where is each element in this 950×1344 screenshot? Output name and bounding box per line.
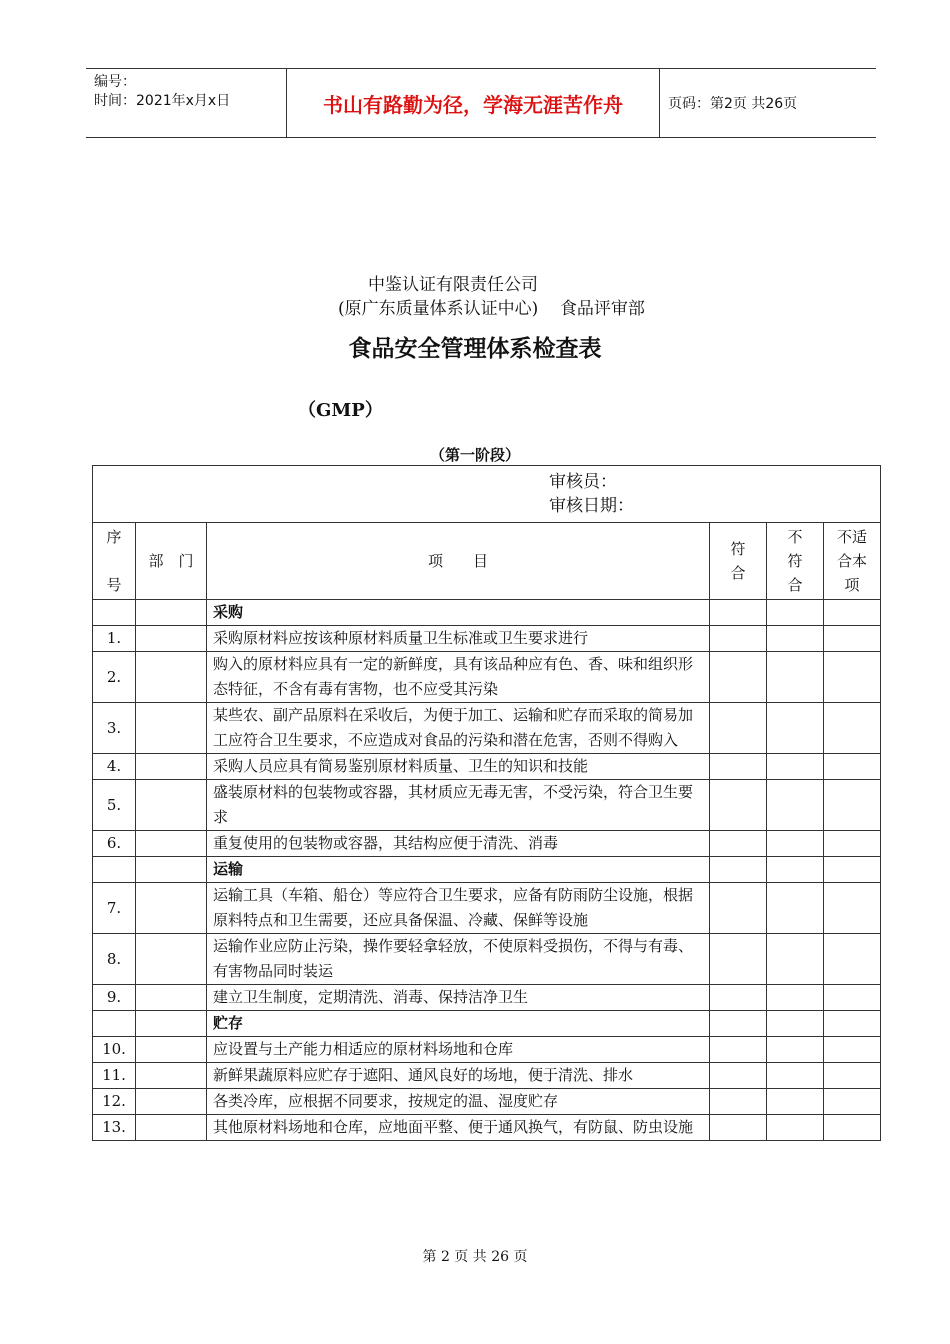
row-item-text: 某些农、副产品原料在采收后，为便于加工、运输和贮存而采取的简易加工应符合卫生要求，不应造成对食品的污染和潜在危害，否则不得购入 (207, 703, 710, 754)
header-row (93, 523, 881, 600)
row-department (136, 780, 207, 831)
company-subtitle: (原广东质量体系认证中心) 食品评审部 (338, 299, 645, 319)
row-department (136, 626, 207, 652)
comply-cell (710, 883, 767, 934)
noncomply-cell (767, 626, 824, 652)
col-header-na: 不适 合本 项 (824, 523, 881, 600)
noncomply-cell (767, 1115, 824, 1141)
row-department (136, 883, 207, 934)
row-department (136, 703, 207, 754)
row-item-text: 采购人员应具有简易鉴别原材料质量、卫生的知识和技能 (207, 754, 710, 780)
table-row (93, 831, 881, 857)
comply-cell (710, 1089, 767, 1115)
row-item-text: 各类冷库，应根据不同要求，按规定的温、湿度贮存 (207, 1089, 710, 1115)
table-row (93, 1037, 881, 1063)
row-number: 6. (93, 831, 136, 857)
comply-cell (710, 934, 767, 985)
noncomply-cell (767, 857, 824, 883)
audit-date-label: 审核日期： (549, 496, 634, 516)
row-number: 9. (93, 985, 136, 1011)
comply-cell (710, 857, 767, 883)
auditor-label: 审核员： (549, 472, 617, 492)
na-cell (824, 600, 881, 626)
row-item-text: 盛装原材料的包装物或容器，其材质应无毒无害，不受污染，符合卫生要求 (207, 780, 710, 831)
na-cell (824, 1011, 881, 1037)
noncomply-cell (767, 883, 824, 934)
col-header-noncomply: 不 符 合 (767, 523, 824, 600)
col-header-dept: 部 门 (136, 523, 207, 600)
section-title: 贮存 (207, 1011, 710, 1037)
row-item-text: 运输作业应防止污染，操作要轻拿轻放，不使原料受损伤，不得与有毒、有害物品同时装运 (207, 934, 710, 985)
na-cell (824, 754, 881, 780)
na-cell (824, 780, 881, 831)
checklist-table (92, 465, 881, 1141)
row-item-text: 采购原材料应按该种原材料质量卫生标准或卫生要求进行 (207, 626, 710, 652)
auditor-row (93, 466, 881, 523)
na-cell (824, 1115, 881, 1141)
table-row (93, 1063, 881, 1089)
na-cell (824, 1089, 881, 1115)
row-number (93, 1011, 136, 1037)
comply-cell (710, 652, 767, 703)
na-cell (824, 626, 881, 652)
header-motto: 书山有路勤为径，学海无涯苦作舟 (286, 69, 660, 137)
time-label: 时间：2021年x月x日 (94, 93, 231, 109)
comply-cell (710, 1011, 767, 1037)
row-number: 13. (93, 1115, 136, 1141)
noncomply-cell (767, 1089, 824, 1115)
row-number: 4. (93, 754, 136, 780)
section-row (93, 857, 881, 883)
row-department (136, 652, 207, 703)
stage-label: （第一阶段） (429, 446, 520, 464)
col-header-item: 项 目 (207, 523, 710, 600)
col-header-no: 序 号 (93, 523, 136, 600)
comply-cell (710, 985, 767, 1011)
row-item-text: 购入的原材料应具有一定的新鲜度，具有该品种应有色、香、味和组织形态特征，不含有毒有害物，也不应受其污染 (207, 652, 710, 703)
row-department (136, 1063, 207, 1089)
na-cell (824, 857, 881, 883)
na-cell (824, 1037, 881, 1063)
row-number (93, 857, 136, 883)
table-row (93, 754, 881, 780)
noncomply-cell (767, 1037, 824, 1063)
table-row (93, 934, 881, 985)
page-header (86, 68, 876, 138)
row-department (136, 934, 207, 985)
row-number: 8. (93, 934, 136, 985)
table-row (93, 883, 881, 934)
noncomply-cell (767, 831, 824, 857)
comply-cell (710, 703, 767, 754)
na-cell (824, 985, 881, 1011)
comply-cell (710, 600, 767, 626)
row-item-text: 运输工具（车箱、船仓）等应符合卫生要求，应备有防雨防尘设施，根据原料特点和卫生需要，还应具备保温、冷藏、保鲜等设施 (207, 883, 710, 934)
row-number: 5. (93, 780, 136, 831)
na-cell (824, 1063, 881, 1089)
noncomply-cell (767, 985, 824, 1011)
row-number: 12. (93, 1089, 136, 1115)
col-header-comply: 符 合 (710, 523, 767, 600)
row-department (136, 1011, 207, 1037)
noncomply-cell (767, 934, 824, 985)
company-name: 中鉴认证有限责任公司 (368, 275, 538, 295)
row-department (136, 857, 207, 883)
comply-cell (710, 754, 767, 780)
noncomply-cell (767, 652, 824, 703)
noncomply-cell (767, 1063, 824, 1089)
row-department (136, 1115, 207, 1141)
row-item-text: 新鲜果蔬原料应贮存于遮阳、通风良好的场地，便于清洗、排水 (207, 1063, 710, 1089)
header-meta (94, 73, 230, 111)
section-title: 运输 (207, 857, 710, 883)
row-department (136, 600, 207, 626)
table-row (93, 985, 881, 1011)
row-number: 3. (93, 703, 136, 754)
table-row (93, 1089, 881, 1115)
comply-cell (710, 780, 767, 831)
table-row (93, 652, 881, 703)
row-item-text: 建立卫生制度，定期清洗、消毒、保持洁净卫生 (207, 985, 710, 1011)
row-number: 2. (93, 652, 136, 703)
comply-cell (710, 1063, 767, 1089)
noncomply-cell (767, 703, 824, 754)
document-title: 食品安全管理体系检查表 (348, 335, 602, 362)
comply-cell (710, 831, 767, 857)
table-row (93, 626, 881, 652)
row-department (136, 1089, 207, 1115)
comply-cell (710, 1115, 767, 1141)
header-page-number: 页码：第2页 共26页 (668, 96, 798, 112)
row-number: 11. (93, 1063, 136, 1089)
noncomply-cell (767, 780, 824, 831)
row-department (136, 985, 207, 1011)
section-title: 采购 (207, 600, 710, 626)
row-number (93, 600, 136, 626)
na-cell (824, 883, 881, 934)
page-footer: 第 2 页 共 26 页 (422, 1249, 528, 1265)
row-number: 1. (93, 626, 136, 652)
table-row (93, 703, 881, 754)
na-cell (824, 703, 881, 754)
na-cell (824, 652, 881, 703)
noncomply-cell (767, 600, 824, 626)
noncomply-cell (767, 1011, 824, 1037)
row-item-text: 重复使用的包装物或容器，其结构应便于清洗、消毒 (207, 831, 710, 857)
section-row (93, 1011, 881, 1037)
row-department (136, 831, 207, 857)
noncomply-cell (767, 754, 824, 780)
row-item-text: 其他原材料场地和仓库，应地面平整、便于通风换气，有防鼠、防虫设施 (207, 1115, 710, 1141)
row-number: 10. (93, 1037, 136, 1063)
comply-cell (710, 626, 767, 652)
table-row (93, 780, 881, 831)
row-item-text: 应设置与土产能力相适应的原材料场地和仓库 (207, 1037, 710, 1063)
row-department (136, 1037, 207, 1063)
row-number: 7. (93, 883, 136, 934)
row-department (136, 754, 207, 780)
na-cell (824, 831, 881, 857)
table-row (93, 1115, 881, 1141)
number-label: 编号： (94, 74, 136, 90)
na-cell (824, 934, 881, 985)
gmp-label: （GMP） (298, 400, 383, 421)
comply-cell (710, 1037, 767, 1063)
section-row (93, 600, 881, 626)
